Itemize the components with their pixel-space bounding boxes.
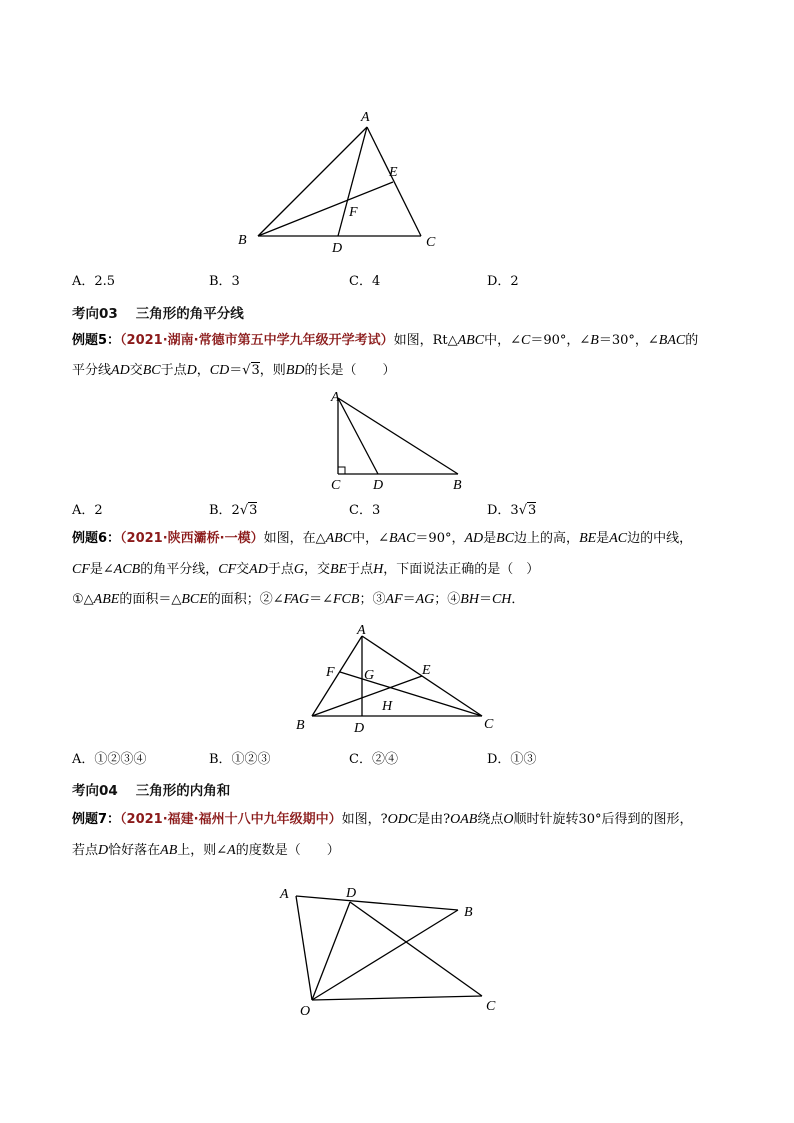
label-g: G [364,668,375,683]
label-f: F [326,665,335,680]
segment-od [312,902,350,1000]
option-d[interactable]: D．3√3 [487,503,537,518]
label-d: D [373,478,384,492]
question-6-line-3: ①△ABE的面积＝△BCE的面积；②∠FAG＝∠FCB；③AF＝AG；④BH＝CH． [72,592,525,607]
question-source: （2021·福建·福州十八中九年级期中） [120,812,342,827]
segment-oc [312,996,482,1000]
segment-oa [296,896,312,1000]
option-b[interactable]: B．3 [209,274,240,289]
segment-ob [312,910,458,1000]
option-c[interactable]: C．②④ [349,752,398,767]
question-6-line-2: CF是∠ACB的角平分线，CF交AD于点G，交BE于点H，下面说法正确的是（ ） [72,562,540,577]
question-source: （2021·湖南·常德市第五中学九年级开学考试） [120,333,394,348]
label-h: H [382,699,393,714]
question-7-line-1: 例题7：（2021·福建·福州十八中九年级期中）如图，?ODC是由?OAB绕点O顺时针旋转30°后得到的图形， [72,812,693,827]
label-a: A [280,887,289,902]
label-c: C [484,717,494,732]
question-label: 例题5： [72,333,121,348]
label-a: A [331,390,340,405]
label-e: E [422,663,431,678]
section-number: 考向03 [72,306,118,322]
label-f: F [349,205,358,220]
section-title: 三角形的内角和 [135,783,231,799]
question-5-line-1: 例题5：（2021·湖南·常德市第五中学九年级开学考试）如图，Rt△ABC中，∠C＝90°，∠B＝30°，∠BAC的 [72,333,699,348]
label-b: B [464,905,473,920]
option-a[interactable]: A．①②③④ [72,752,147,767]
question-6-line-1: 例题6：（2021·陕西灞桥·一模）如图，在△ABC中，∠BAC＝90°，AD是BC边上的高，BE是AC边的中线， [72,531,693,546]
section-heading-03 [72,302,244,322]
option-d[interactable]: D．2 [487,274,519,289]
label-c: C [331,478,341,492]
right-angle-mark [338,467,345,474]
segment-cf [340,672,482,716]
sqrt-symbol: √ [239,503,249,518]
option-b[interactable]: B．2√3 [209,503,258,518]
figure-triangle-altitude-bisector [290,618,510,740]
label-b: B [296,718,305,733]
option-d[interactable]: D．①③ [487,752,537,767]
option-a[interactable]: A．2 [72,503,103,518]
label-c: C [486,999,496,1014]
option-a[interactable]: A．2.5 [72,274,116,289]
figure-triangle-abc-median [230,105,450,255]
question-source: （2021·陕西灞桥·一模） [120,531,264,546]
question-label: 例题6： [72,531,121,546]
label-c: C [426,235,436,250]
label-d: D [346,886,357,901]
question-7-line-2: 若点D恰好落在AB上，则∠A的度数是（ ） [72,843,340,858]
label-b: B [453,478,462,492]
section-number: 考向04 [72,783,118,799]
segment-ab [338,398,458,474]
figure-rotation [270,878,510,1020]
segment-dc [350,902,482,996]
figure-right-triangle [320,388,480,492]
question-label: 例题7： [72,812,121,827]
label-d: D [354,721,365,736]
label-d: D [332,241,343,255]
segment-ad [338,398,378,474]
option-c[interactable]: C．3 [349,503,381,518]
question-5-line-2: 平分线AD交BC于点D，CD＝√3，则BD的长是（ ） [72,363,396,378]
sqrt-symbol: √ [518,503,527,518]
label-b: B [238,233,247,248]
option-b[interactable]: B．①②③ [209,752,271,767]
sqrt-symbol: √ [242,363,251,378]
section-heading-04 [72,779,230,799]
label-a: A [361,110,370,125]
label-e: E [389,165,398,180]
label-a: A [357,623,366,638]
segment-ac [367,127,421,236]
segment-ab [296,896,458,910]
label-o: O [300,1004,311,1019]
segment-be [258,182,393,236]
option-c[interactable]: C．4 [349,274,381,289]
section-title: 三角形的角平分线 [135,306,244,322]
